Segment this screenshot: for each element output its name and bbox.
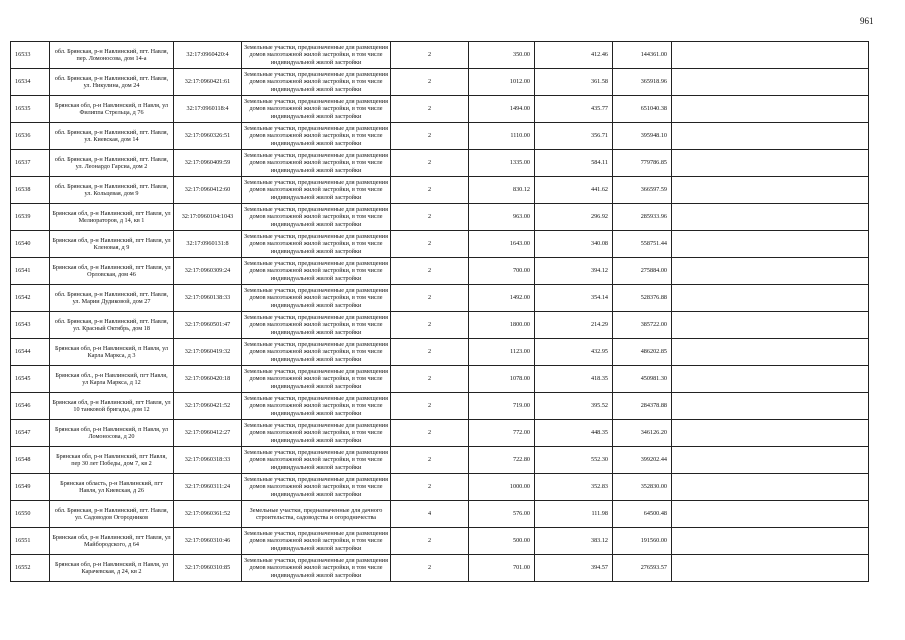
- group-cell: 2: [391, 96, 469, 123]
- area-cell: 772.00: [469, 420, 535, 447]
- empty-cell: [672, 42, 869, 69]
- row-id: 16540: [11, 231, 50, 258]
- area-cell: 1492.00: [469, 285, 535, 312]
- cadastral-value-cell: 399202.44: [613, 447, 672, 474]
- area-cell: 1800.00: [469, 312, 535, 339]
- land-use-cell: Земельные участки, предназначенные для размещения домов малоэтажной жилой застройки, в том числе индивидуальной жилой застройки: [242, 177, 391, 204]
- empty-cell: [672, 447, 869, 474]
- row-id: 16533: [11, 42, 50, 69]
- cadastral-value-cell: 366597.59: [613, 177, 672, 204]
- land-use-cell: Земельные участки, предназначенные для размещения домов малоэтажной жилой застройки, в том числе индивидуальной жилой застройки: [242, 555, 391, 582]
- specific-value-cell: 441.62: [535, 177, 613, 204]
- cadastral-number-cell: 32:17:0960421:52: [174, 393, 242, 420]
- table-row: [11, 393, 869, 420]
- land-use-cell: Земельные участки, предназначенные для размещения домов малоэтажной жилой застройки, в том числе индивидуальной жилой застройки: [242, 150, 391, 177]
- land-use-cell: Земельные участки, предназначенные для размещения домов малоэтажной жилой застройки, в том числе индивидуальной жилой застройки: [242, 69, 391, 96]
- empty-cell: [672, 501, 869, 528]
- cadastral-value-cell: 191560.00: [613, 528, 672, 555]
- land-use-cell: Земельные участки, предназначенные для размещения домов малоэтажной жилой застройки, в том числе индивидуальной жилой застройки: [242, 42, 391, 69]
- area-cell: 1078.00: [469, 366, 535, 393]
- cadastral-value-cell: 486202.85: [613, 339, 672, 366]
- land-use-cell: Земельные участки, предназначенные для дачного строительства, садоводства и огородничества: [242, 501, 391, 528]
- area-cell: 576.00: [469, 501, 535, 528]
- empty-cell: [672, 69, 869, 96]
- land-use-cell: Земельные участки, предназначенные для размещения домов малоэтажной жилой застройки, в том числе индивидуальной жилой застройки: [242, 204, 391, 231]
- empty-cell: [672, 312, 869, 339]
- empty-cell: [672, 474, 869, 501]
- empty-cell: [672, 393, 869, 420]
- area-cell: 1643.00: [469, 231, 535, 258]
- group-cell: 2: [391, 258, 469, 285]
- row-id: 16549: [11, 474, 50, 501]
- cadastral-value-cell: 284378.88: [613, 393, 672, 420]
- row-id: 16547: [11, 420, 50, 447]
- cadastral-value-cell: 365918.96: [613, 69, 672, 96]
- specific-value-cell: 340.08: [535, 231, 613, 258]
- cadastral-value-cell: 352830.00: [613, 474, 672, 501]
- area-cell: 700.00: [469, 258, 535, 285]
- specific-value-cell: 296.92: [535, 204, 613, 231]
- cadastral-number-cell: 32:17:0960409:59: [174, 150, 242, 177]
- row-id: 16535: [11, 96, 50, 123]
- cadastral-number-cell: 32:17:0960310:85: [174, 555, 242, 582]
- row-id: 16550: [11, 501, 50, 528]
- cadastral-number-cell: 32:17:0960420:4: [174, 42, 242, 69]
- cadastral-number-cell: 32:17:0960361:52: [174, 501, 242, 528]
- table-row: [11, 231, 869, 258]
- group-cell: 2: [391, 285, 469, 312]
- address-cell: Брянская обл, р-н Навлинский, п Навля, ул Филиппа Стрельца, д 76: [50, 96, 174, 123]
- specific-value-cell: 394.12: [535, 258, 613, 285]
- empty-cell: [672, 96, 869, 123]
- specific-value-cell: 584.11: [535, 150, 613, 177]
- address-cell: Брянская обл, р-н Навлинский, пгт Навля, ул Майбородского, д 64: [50, 528, 174, 555]
- table-row: [11, 96, 869, 123]
- group-cell: 2: [391, 528, 469, 555]
- table-row: [11, 150, 869, 177]
- group-cell: 2: [391, 177, 469, 204]
- cadastral-value-cell: 385722.00: [613, 312, 672, 339]
- land-use-cell: Земельные участки, предназначенные для размещения домов малоэтажной жилой застройки, в том числе индивидуальной жилой застройки: [242, 96, 391, 123]
- land-use-cell: Земельные участки, предназначенные для размещения домов малоэтажной жилой застройки, в том числе индивидуальной жилой застройки: [242, 339, 391, 366]
- area-cell: 719.00: [469, 393, 535, 420]
- cadastral-value-cell: 285933.96: [613, 204, 672, 231]
- address-cell: Брянская обл, р-н Навлинский, п Навля, ул Карачевская, д 24, кв 2: [50, 555, 174, 582]
- address-cell: обл. Брянская, р-н Навлинский, пгт. Навля, ул. Леонардо Гарсиа, дом 2: [50, 150, 174, 177]
- cadastral-value-table: [10, 41, 869, 582]
- address-cell: Брянская обл, р-н Навлинский, пгт Навля, ул Кленовая, д 9: [50, 231, 174, 258]
- row-id: 16539: [11, 204, 50, 231]
- table-row: [11, 420, 869, 447]
- specific-value-cell: 552.30: [535, 447, 613, 474]
- cadastral-number-cell: 32:17:0960131:8: [174, 231, 242, 258]
- empty-cell: [672, 366, 869, 393]
- address-cell: обл. Брянская, р-н Навлинский, пгт. Навля, ул. Красный Октябрь, дом 18: [50, 312, 174, 339]
- group-cell: 2: [391, 366, 469, 393]
- empty-cell: [672, 420, 869, 447]
- row-id: 16548: [11, 447, 50, 474]
- address-cell: обл. Брянская, р-н Навлинский, пгт. Навля, ул. Садоводов Огородников: [50, 501, 174, 528]
- group-cell: 2: [391, 123, 469, 150]
- table-row: [11, 501, 869, 528]
- land-use-cell: Земельные участки, предназначенные для размещения домов малоэтажной жилой застройки, в том числе индивидуальной жилой застройки: [242, 447, 391, 474]
- table-row: [11, 528, 869, 555]
- cadastral-value-cell: 528376.88: [613, 285, 672, 312]
- empty-cell: [672, 528, 869, 555]
- specific-value-cell: 352.83: [535, 474, 613, 501]
- specific-value-cell: 395.52: [535, 393, 613, 420]
- cadastral-number-cell: 32:17:0960309:24: [174, 258, 242, 285]
- empty-cell: [672, 177, 869, 204]
- area-cell: 1123.00: [469, 339, 535, 366]
- group-cell: 2: [391, 150, 469, 177]
- land-use-cell: Земельные участки, предназначенные для размещения домов малоэтажной жилой застройки, в том числе индивидуальной жилой застройки: [242, 420, 391, 447]
- table-row: [11, 474, 869, 501]
- area-cell: 701.00: [469, 555, 535, 582]
- empty-cell: [672, 123, 869, 150]
- group-cell: 2: [391, 312, 469, 339]
- cadastral-number-cell: 32:17:0960310:46: [174, 528, 242, 555]
- cadastral-value-cell: 64500.48: [613, 501, 672, 528]
- table-row: [11, 123, 869, 150]
- group-cell: 2: [391, 339, 469, 366]
- table-row: [11, 69, 869, 96]
- row-id: 16543: [11, 312, 50, 339]
- address-cell: Брянская обл, р-н Навлинский, пгт Навля, пер 30 лет Победы, дом 7, кв 2: [50, 447, 174, 474]
- group-cell: 2: [391, 420, 469, 447]
- specific-value-cell: 356.71: [535, 123, 613, 150]
- specific-value-cell: 111.98: [535, 501, 613, 528]
- row-id: 16542: [11, 285, 50, 312]
- cadastral-value-cell: 395948.10: [613, 123, 672, 150]
- group-cell: 2: [391, 42, 469, 69]
- empty-cell: [672, 555, 869, 582]
- address-cell: Брянская область, р-н Навлинский, пгт Навля, ул Киевская, д 26: [50, 474, 174, 501]
- specific-value-cell: 435.77: [535, 96, 613, 123]
- land-use-cell: Земельные участки, предназначенные для размещения домов малоэтажной жилой застройки, в том числе индивидуальной жилой застройки: [242, 366, 391, 393]
- address-cell: Брянская обл, р-н Навлинский, пгт Навля, ул 10 танковой бригады, дом 12: [50, 393, 174, 420]
- cadastral-number-cell: 32:17:0960421:61: [174, 69, 242, 96]
- empty-cell: [672, 258, 869, 285]
- empty-cell: [672, 285, 869, 312]
- cadastral-value-cell: 346126.20: [613, 420, 672, 447]
- table-row: [11, 312, 869, 339]
- table-row: [11, 42, 869, 69]
- table-row: [11, 555, 869, 582]
- specific-value-cell: 412.46: [535, 42, 613, 69]
- address-cell: обл. Брянская, р-н Навлинский, пгт. Навля, ул. Киевская, дом 14: [50, 123, 174, 150]
- cadastral-number-cell: 32:17:0960318:33: [174, 447, 242, 474]
- cadastral-number-cell: 32:17:0960419:32: [174, 339, 242, 366]
- address-cell: Брянская обл., р-н Навлинский, пгт Навля, ул Карла Маркса, д 12: [50, 366, 174, 393]
- table-row: [11, 366, 869, 393]
- table-row: [11, 204, 869, 231]
- empty-cell: [672, 204, 869, 231]
- row-id: 16537: [11, 150, 50, 177]
- group-cell: 2: [391, 393, 469, 420]
- cadastral-number-cell: 32:17:0960138:33: [174, 285, 242, 312]
- cadastral-number-cell: 32:17:0960104:1043: [174, 204, 242, 231]
- area-cell: 830.12: [469, 177, 535, 204]
- land-use-cell: Земельные участки, предназначенные для размещения домов малоэтажной жилой застройки, в том числе индивидуальной жилой застройки: [242, 528, 391, 555]
- area-cell: 1494.00: [469, 96, 535, 123]
- group-cell: 2: [391, 69, 469, 96]
- cadastral-number-cell: 32:17:0960118:4: [174, 96, 242, 123]
- group-cell: 2: [391, 474, 469, 501]
- land-use-cell: Земельные участки, предназначенные для размещения домов малоэтажной жилой застройки, в том числе индивидуальной жилой застройки: [242, 258, 391, 285]
- table-row: [11, 285, 869, 312]
- cadastral-value-cell: 558751.44: [613, 231, 672, 258]
- cadastral-number-cell: 32:17:0960501:47: [174, 312, 242, 339]
- land-use-cell: Земельные участки, предназначенные для размещения домов малоэтажной жилой застройки, в том числе индивидуальной жилой застройки: [242, 312, 391, 339]
- specific-value-cell: 361.58: [535, 69, 613, 96]
- group-cell: 2: [391, 204, 469, 231]
- address-cell: Брянская обл, р-н Навлинский, пгт Навля, ул Орловская, дом 46: [50, 258, 174, 285]
- specific-value-cell: 383.12: [535, 528, 613, 555]
- cadastral-value-cell: 450981.30: [613, 366, 672, 393]
- area-cell: 1012.00: [469, 69, 535, 96]
- table-row: [11, 339, 869, 366]
- address-cell: обл. Брянская, р-н Навлинский, пгт. Навля, ул. Кольцевая, дом 9: [50, 177, 174, 204]
- group-cell: 2: [391, 555, 469, 582]
- table-row: [11, 447, 869, 474]
- table-row: [11, 177, 869, 204]
- cadastral-number-cell: 32:17:0960412:27: [174, 420, 242, 447]
- area-cell: 1000.00: [469, 474, 535, 501]
- cadastral-number-cell: 32:17:0960326:51: [174, 123, 242, 150]
- address-cell: обл. Брянская, р-н Навлинский, пгт. Навля, пер. Ломоносова, дом 14-а: [50, 42, 174, 69]
- cadastral-value-cell: 144361.00: [613, 42, 672, 69]
- specific-value-cell: 354.14: [535, 285, 613, 312]
- table-row: [11, 258, 869, 285]
- cadastral-number-cell: 32:17:0960311:24: [174, 474, 242, 501]
- empty-cell: [672, 339, 869, 366]
- row-id: 16536: [11, 123, 50, 150]
- land-use-cell: Земельные участки, предназначенные для размещения домов малоэтажной жилой застройки, в том числе индивидуальной жилой застройки: [242, 474, 391, 501]
- address-cell: Брянская обл, р-н Навлинский, пгт Навля, ул Мелиораторов, д 14, кв 1: [50, 204, 174, 231]
- specific-value-cell: 214.29: [535, 312, 613, 339]
- area-cell: 963.00: [469, 204, 535, 231]
- specific-value-cell: 418.35: [535, 366, 613, 393]
- cadastral-value-cell: 276593.57: [613, 555, 672, 582]
- row-id: 16545: [11, 366, 50, 393]
- row-id: 16534: [11, 69, 50, 96]
- area-cell: 350.00: [469, 42, 535, 69]
- group-cell: 2: [391, 231, 469, 258]
- group-cell: 4: [391, 501, 469, 528]
- row-id: 16551: [11, 528, 50, 555]
- cadastral-number-cell: 32:17:0960412:60: [174, 177, 242, 204]
- land-use-cell: Земельные участки, предназначенные для размещения домов малоэтажной жилой застройки, в том числе индивидуальной жилой застройки: [242, 285, 391, 312]
- row-id: 16538: [11, 177, 50, 204]
- empty-cell: [672, 231, 869, 258]
- specific-value-cell: 394.57: [535, 555, 613, 582]
- specific-value-cell: 448.35: [535, 420, 613, 447]
- page-number: 961: [860, 16, 874, 26]
- row-id: 16546: [11, 393, 50, 420]
- cadastral-value-cell: 651040.38: [613, 96, 672, 123]
- area-cell: 1335.00: [469, 150, 535, 177]
- area-cell: 722.80: [469, 447, 535, 474]
- area-cell: 500.00: [469, 528, 535, 555]
- row-id: 16544: [11, 339, 50, 366]
- address-cell: Брянская обл, р-н Навлинский, п Навля, ул Карла Маркса, д 3: [50, 339, 174, 366]
- land-use-cell: Земельные участки, предназначенные для размещения домов малоэтажной жилой застройки, в том числе индивидуальной жилой застройки: [242, 231, 391, 258]
- cadastral-value-cell: 779786.85: [613, 150, 672, 177]
- specific-value-cell: 432.95: [535, 339, 613, 366]
- cadastral-number-cell: 32:17:0960420:18: [174, 366, 242, 393]
- address-cell: обл. Брянская, р-н Навлинский, пгт. Навля, ул. Никулина, дом 24: [50, 69, 174, 96]
- land-use-cell: Земельные участки, предназначенные для размещения домов малоэтажной жилой застройки, в том числе индивидуальной жилой застройки: [242, 123, 391, 150]
- area-cell: 1110.00: [469, 123, 535, 150]
- address-cell: Брянская обл, р-н Навлинский, п Навля, ул Ломоносова, д 20: [50, 420, 174, 447]
- row-id: 16552: [11, 555, 50, 582]
- cadastral-value-cell: 275884.00: [613, 258, 672, 285]
- land-use-cell: Земельные участки, предназначенные для размещения домов малоэтажной жилой застройки, в том числе индивидуальной жилой застройки: [242, 393, 391, 420]
- address-cell: обл. Брянская, р-н Навлинский, пгт. Навля, ул. Марии Дудиковой, дом 27: [50, 285, 174, 312]
- empty-cell: [672, 150, 869, 177]
- group-cell: 2: [391, 447, 469, 474]
- row-id: 16541: [11, 258, 50, 285]
